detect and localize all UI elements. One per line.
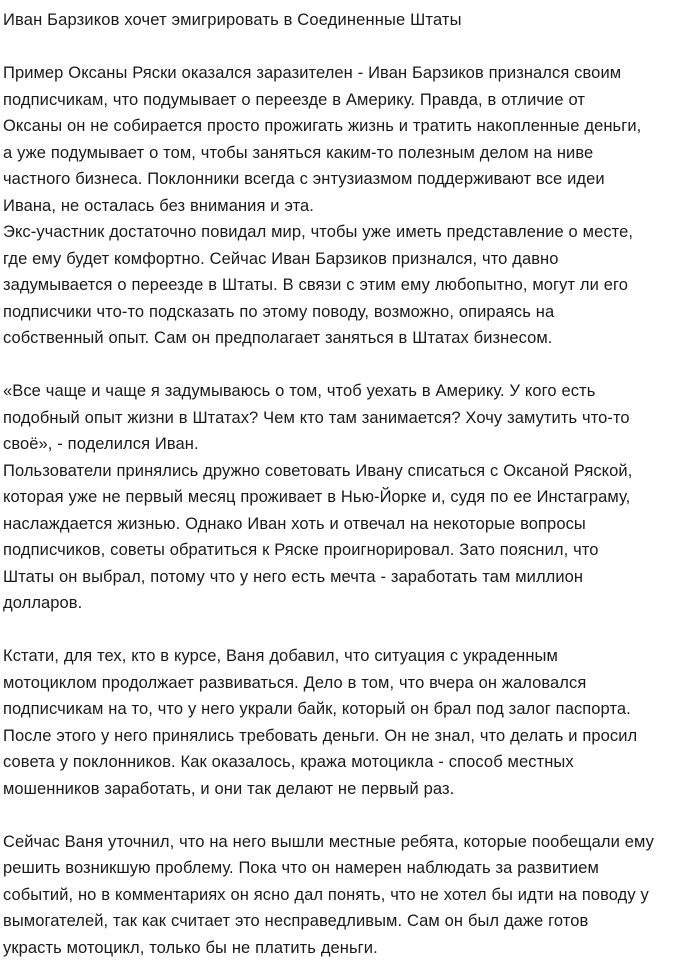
article-line: подписчикам, что подумывает о переезде в Америку. Правда, в отличие от xyxy=(3,87,695,114)
article-paragraph xyxy=(3,378,695,617)
article-line: задумывается о переезде в Штаты. В связи с этим ему любопытно, могут ли его xyxy=(3,272,695,299)
article-line: где ему будет комфортно. Сейчас Иван Барзиков признался, что давно xyxy=(3,246,695,273)
article-body xyxy=(3,60,695,961)
article-line: долларов. xyxy=(3,590,695,617)
article-line: а уже подумывает о том, чтобы заняться каким-то полезным делом на ниве xyxy=(3,140,695,167)
article-line: подписчикам на то, что у него украли байк, который он брал под залог паспорта. xyxy=(3,696,695,723)
article-line: решить возникшую проблему. Пока что он намерен наблюдать за развитием xyxy=(3,855,695,882)
article-line: которая уже не первый месяц проживает в Нью-Йорке и, судя по ее Инстаграму, xyxy=(3,484,695,511)
article-line: наслаждается жизнью. Однако Иван хоть и отвечал на некоторые вопросы xyxy=(3,511,695,538)
article-line: украсть мотоцикл, только бы не платить деньги. xyxy=(3,935,695,961)
article-line: мошенников заработать, и они так делают не первый раз. xyxy=(3,776,695,803)
article-line: подписчиков, советы обратиться к Ряске проигнорировал. Зато пояснил, что xyxy=(3,537,695,564)
article-line: собственный опыт. Сам он предполагает заняться в Штатах бизнесом. xyxy=(3,325,695,352)
article-paragraph xyxy=(3,643,695,802)
article-line: Пример Оксаны Ряски оказался заразителен - Иван Барзиков признался своим xyxy=(3,60,695,87)
article-line: Кстати, для тех, кто в курсе, Ваня добавил, что ситуация с украденным xyxy=(3,643,695,670)
article-line: Сейчас Ваня уточнил, что на него вышли местные ребята, которые пообещали ему xyxy=(3,829,695,856)
article-line: После этого у него принялись требовать деньги. Он не знал, что делать и просил xyxy=(3,723,695,750)
article-title: Иван Барзиков хочет эмигрировать в Соединенные Штаты xyxy=(3,7,695,34)
article-line: мотоциклом продолжает развиваться. Дело в том, что вчера он жаловался xyxy=(3,670,695,697)
article-paragraph xyxy=(3,829,695,961)
article-line: Штаты он выбрал, потому что у него есть мечта - заработать там миллион xyxy=(3,564,695,591)
article-line: Оксаны он не собирается просто прожигать жизнь и тратить накопленные деньги, xyxy=(3,113,695,140)
article-line: совета у поклонников. Как оказалось, кража мотоцикла - способ местных xyxy=(3,749,695,776)
article-line: вымогателей, так как считает это несправедливым. Сам он был даже готов xyxy=(3,908,695,935)
article-line: Пользователи принялись дружно советовать Ивану списаться с Оксаной Ряской, xyxy=(3,458,695,485)
article-line: частного бизнеса. Поклонники всегда с энтузиазмом поддерживают все идеи xyxy=(3,166,695,193)
article-line: событий, но в комментариях он ясно дал понять, что не хотел бы идти на поводу у xyxy=(3,882,695,909)
article-line: подобный опыт жизни в Штатах? Чем кто там занимается? Хочу замутить что-то xyxy=(3,405,695,432)
article-line: своё», - поделился Иван. xyxy=(3,431,695,458)
article-line: подписчики что-то подсказать по этому поводу, возможно, опираясь на xyxy=(3,299,695,326)
article-line: «Все чаще и чаще я задумываюсь о том, чтоб уехать в Америку. У кого есть xyxy=(3,378,695,405)
article-paragraph xyxy=(3,60,695,352)
article-line: Экс-участник достаточно повидал мир, чтобы уже иметь представление о месте, xyxy=(3,219,695,246)
article-line: Ивана, не осталась без внимания и эта. xyxy=(3,193,695,220)
